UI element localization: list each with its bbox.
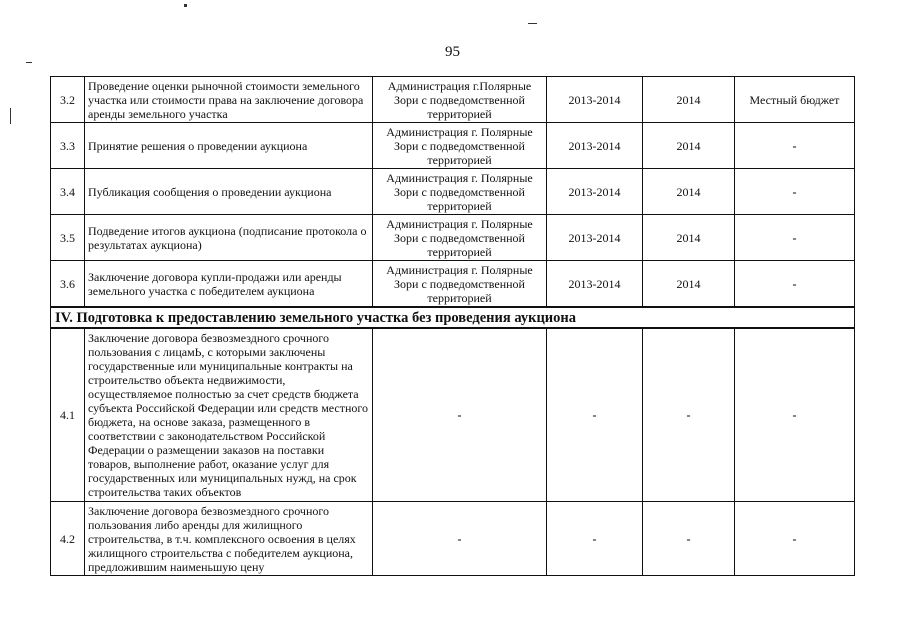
row-period: 2013-2014 [547, 77, 643, 123]
row-number: 3.2 [51, 77, 85, 123]
row-year: 2014 [643, 169, 735, 215]
table-row [51, 502, 855, 576]
plan-table [50, 76, 855, 576]
row-funding: - [735, 169, 855, 215]
row-year: 2014 [643, 261, 735, 308]
row-number: 3.6 [51, 261, 85, 308]
row-description: Заключение договора безвозмездного срочного пользования либо аренды для жилищного строительства, в т.ч. комплексного освоения в целях жилищного строительства с победителем аукциона, предложившим наименьшую цену [85, 502, 373, 576]
row-year: - [643, 502, 735, 576]
page-number: 95 [445, 44, 460, 60]
row-responsible: Администрация г. Полярные Зори с подведомственной территорией [373, 261, 547, 308]
table-row [51, 77, 855, 123]
row-funding: - [735, 123, 855, 169]
row-period: 2013-2014 [547, 215, 643, 261]
row-year: - [643, 328, 735, 502]
row-period: - [547, 502, 643, 576]
row-description: Проведение оценки рыночной стоимости земельного участка или стоимости права на заключение договора аренды земельного участка [85, 77, 373, 123]
row-period: - [547, 328, 643, 502]
row-responsible: - [373, 502, 547, 576]
row-funding: - [735, 502, 855, 576]
row-number: 4.2 [51, 502, 85, 576]
scan-mark [528, 23, 537, 24]
row-description: Заключение договора купли-продажи или аренды земельного участка с победителем аукциона [85, 261, 373, 308]
row-period: 2013-2014 [547, 123, 643, 169]
row-funding: - [735, 261, 855, 308]
row-description: Подведение итогов аукциона (подписание протокола о результатах аукциона) [85, 215, 373, 261]
row-year: 2014 [643, 215, 735, 261]
row-responsible: - [373, 328, 547, 502]
row-responsible: Администрация г.Полярные Зори с подведомственной территорией [373, 77, 547, 123]
scan-mark [184, 4, 187, 7]
row-funding: Местный бюджет [735, 77, 855, 123]
table-row [51, 328, 855, 502]
row-funding: - [735, 215, 855, 261]
row-number: 3.4 [51, 169, 85, 215]
section-title: IV. Подготовка к предоставлению земельного участка без проведения аукциона [51, 307, 855, 328]
row-year: 2014 [643, 77, 735, 123]
row-period: 2013-2014 [547, 261, 643, 308]
scan-mark [26, 62, 32, 63]
row-responsible: Администрация г. Полярные Зори с подведомственной территорией [373, 169, 547, 215]
row-year: 2014 [643, 123, 735, 169]
section-header-row [51, 307, 855, 328]
table-row [51, 261, 855, 308]
table-row [51, 169, 855, 215]
table-row [51, 215, 855, 261]
table-row [51, 123, 855, 169]
scan-mark [10, 108, 11, 124]
row-responsible: Администрация г. Полярные Зори с подведомственной территорией [373, 123, 547, 169]
row-number: 3.5 [51, 215, 85, 261]
row-number: 3.3 [51, 123, 85, 169]
row-description: Публикация сообщения о проведении аукциона [85, 169, 373, 215]
row-period: 2013-2014 [547, 169, 643, 215]
row-funding: - [735, 328, 855, 502]
row-description: Принятие решения о проведении аукциона [85, 123, 373, 169]
row-responsible: Администрация г. Полярные Зори с подведомственной территорией [373, 215, 547, 261]
row-description: Заключение договора безвозмездного срочного пользования с лицамЬ, с которыми заключены государственные или муниципальные контракты на строительство объекта недвижимости, осуществляемое полностью за счет средств бюджета субъекта Российской Федерации или средств местного бюджета, на основе заказа, размещенного в соответствии с законодательством Российской Федерации о размещении заказов на поставки товаров, выполнение работ, оказание услуг для государственных или муниципальных нужд, на срок строительства таких объектов [85, 328, 373, 502]
row-number: 4.1 [51, 328, 85, 502]
